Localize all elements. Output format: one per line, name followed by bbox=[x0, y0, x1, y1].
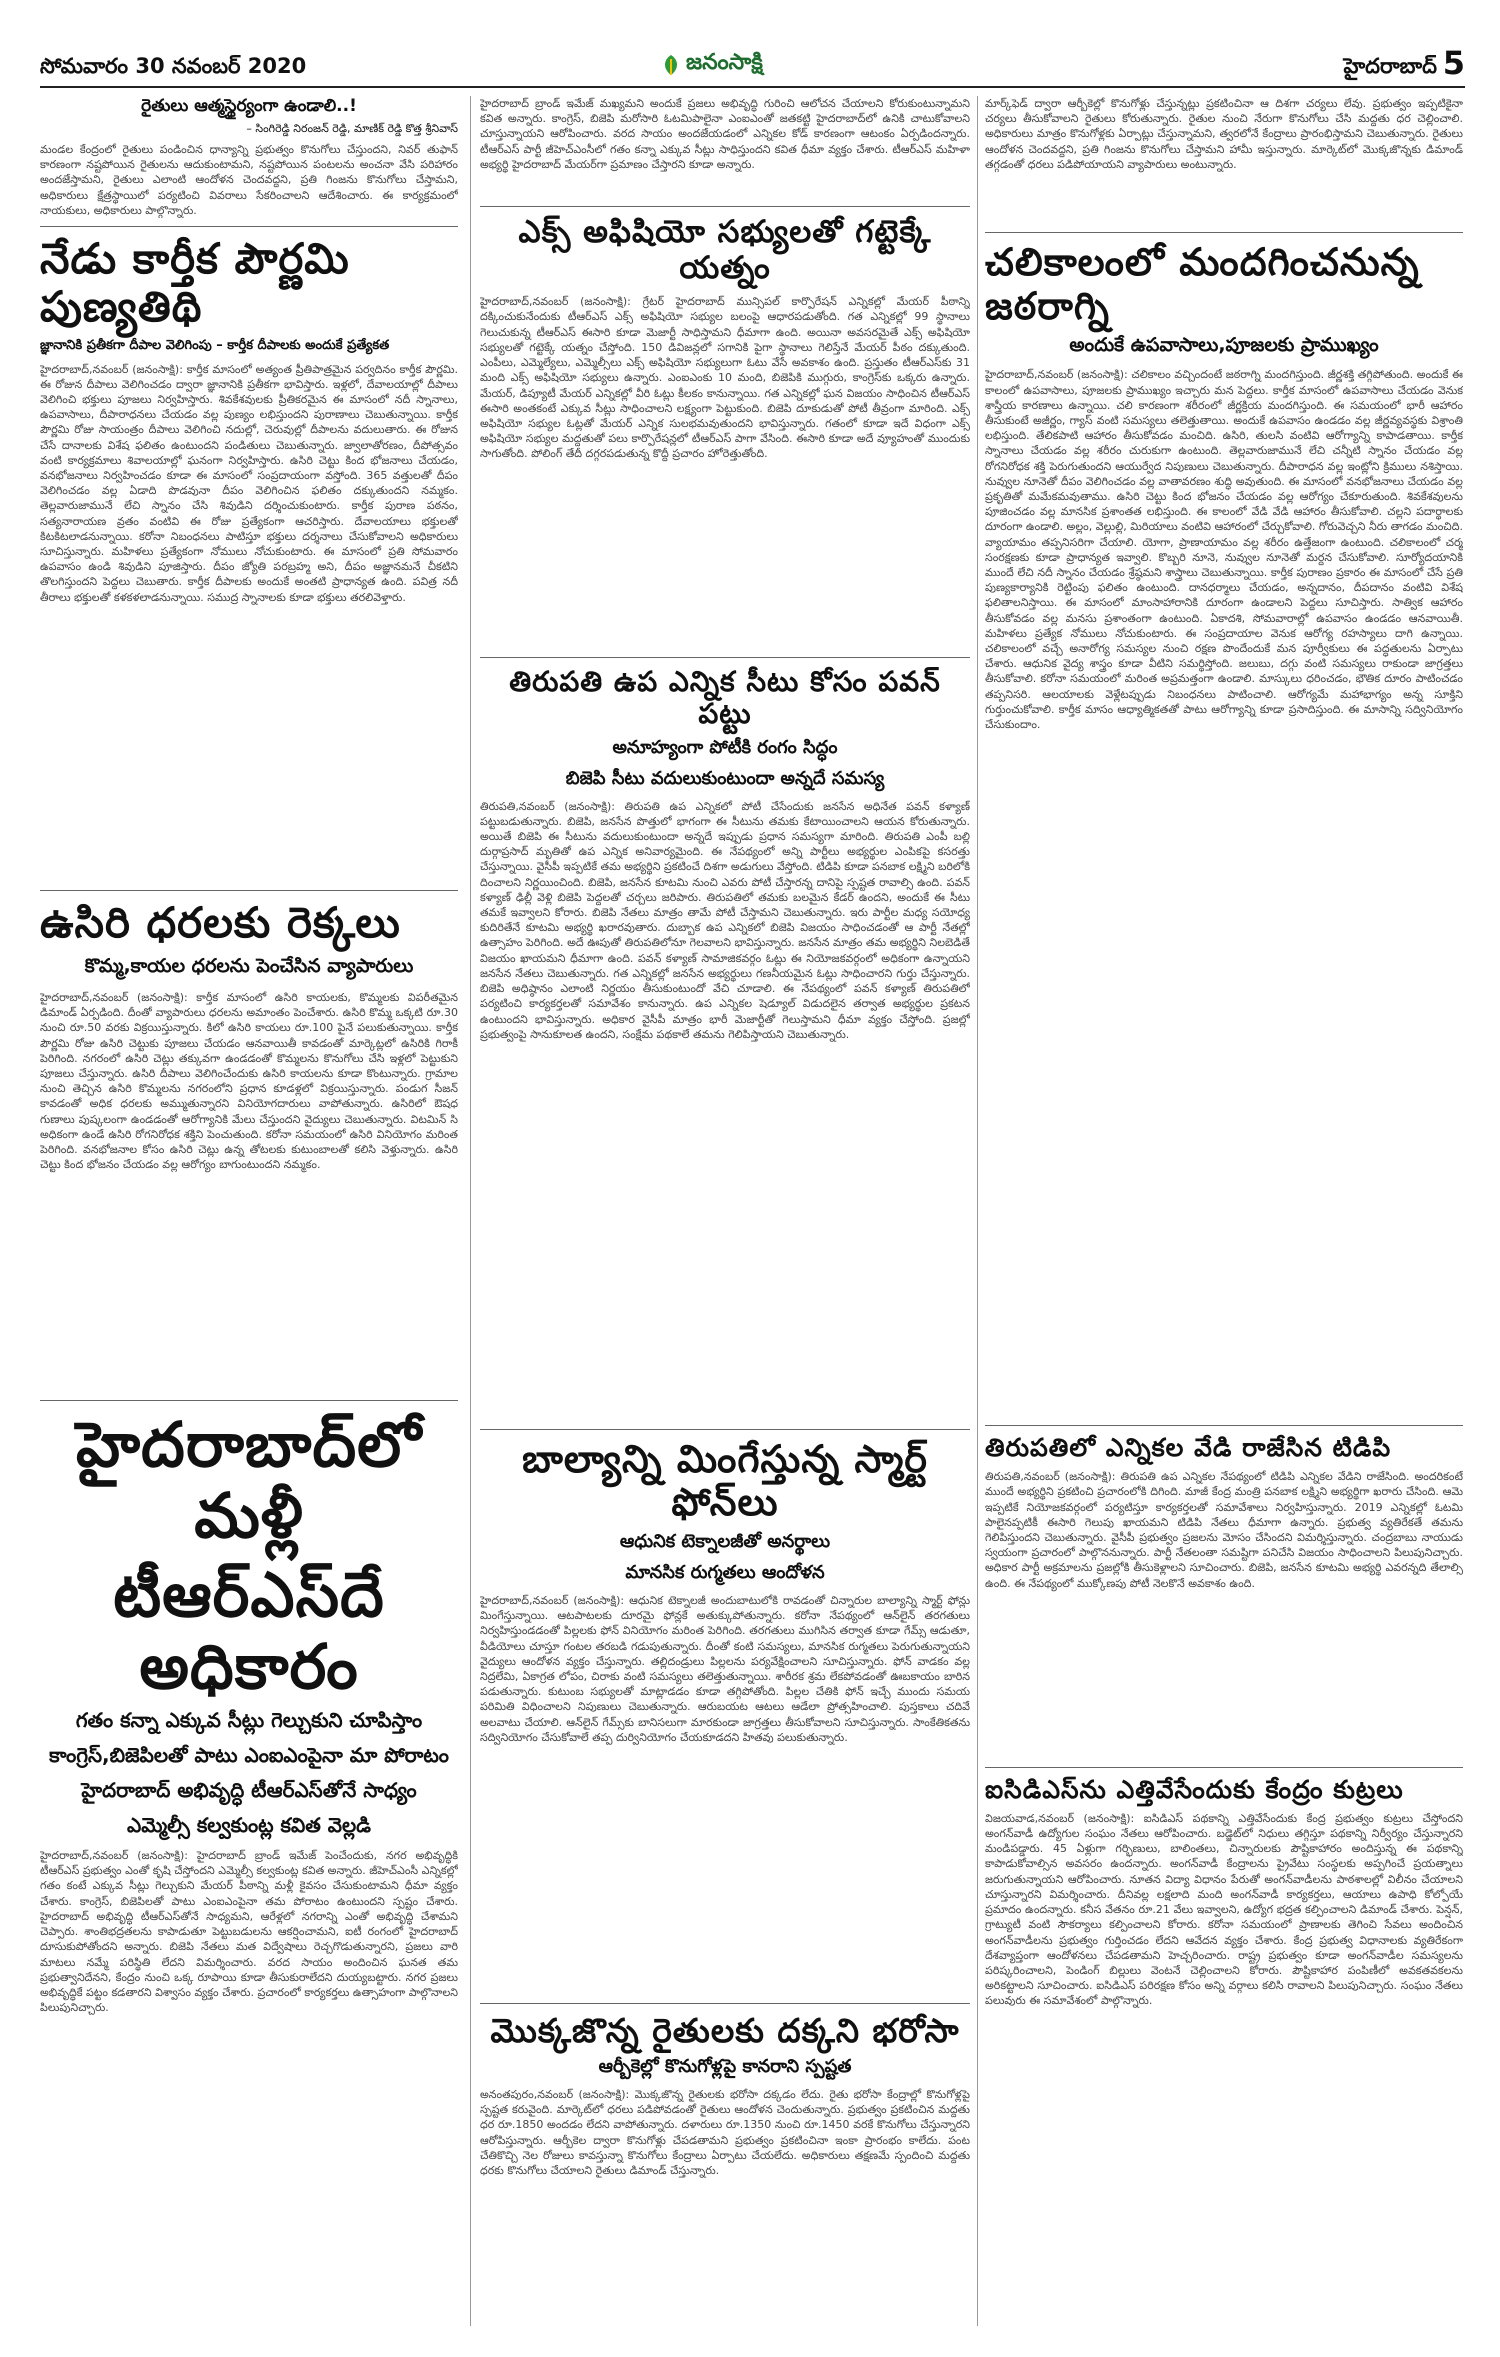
leaf-logo-icon bbox=[660, 54, 682, 76]
article-subheadline: హైదరాబాద్ అభివృద్ధి టీఆర్ఎస్‌తోనే సాధ్యం bbox=[81, 1778, 417, 1803]
divider bbox=[985, 1425, 1463, 1426]
article-body: హైదరాబాద్,నవంబర్ (జనంసాక్షి): కార్తీక మాసంలో అత్యంత ప్రీతిపాత్రమైన పర్వదినం కార్తీక పౌర్ణమి. ఈ రోజున దీపాలు వెలిగించడం ద్వారా జ్ఞానానికి ప్రతీకగా భావిస్తారు. ఇళ్లలో, దేవాలయాల్లో దీపాలు వెలిగించి భక్తులు పూజలు నిర్వహిస్తారు. శివకేశవులకు ప్రీతికరమైన ఈ మాసంలో నదీ స్నానాలు, ఉపవాసాలు, దీపారాధనలు చేయడం వల్ల పుణ్యం లభిస్తుందని పురాణాలు చెబుతున్నాయి. కార్తీక పౌర్ణమి రోజు సాయంత్రం దీపాలు వెలిగించి నదుల్లో, చెరువుల్లో దీపాలను వదులుతారు. ఈ రోజున చేసే దానాలకు విశేష ఫలితం ఉంటుందని పండితులు చెబుతున్నారు. జ్వాలాతోరణం, దీపోత్సవం వంటి కార్యక్రమాలు శివాలయాల్లో ఘనంగా నిర్వహిస్తారు. ఉసిరి చెట్టు కింద భోజనాలు చేయడం, వనభోజనాలు నిర్వహించడం కూడా ఈ మాసంలో సంప్రదాయంగా వస్తోంది. 365 వత్తులతో దీపం వెలిగించడం వల్ల ఏడాది పొడవునా దీపం వెలిగించిన ఫలితం దక్కుతుందని నమ్మకం. తెల్లవారుజామునే లేచి స్నానం చేసి శివుడిని దర్శించుకుంటారు. కార్తీక పురాణ పఠనం, సత్యనారాయణ వ్రతం వంటివి ఈ రోజు ప్రత్యేకంగా ఆచరిస్తారు. దేవాలయాలు భక్తులతో కిటకిటలాడనున్నాయి. కరోనా నిబంధనలు పాటిస్తూ భక్తులు దర్శనాలు చేసుకోవాలని అధికారులు సూచిస్తున్నారు. మహిళలు ప్రత్యేకంగా నోములు నోచుకుంటారు. ఈ మాసంలో ప్రతి సోమవారం ఉపవాసం ఉండి శివుడిని పూజిస్తారు. దీపం జ్యోతి పరబ్రహ్మ అని, దీపం అజ్ఞానమనే చీకటిని తొలగిస్తుందని పెద్దలు చెబుతారు. కార్తీక దీపాలకు అందుకే అంతటి ప్రాధాన్యత ఉంది. పవిత్ర నదీ తీరాలు భక్తులతో కళకళలాడనున్నాయి. సముద్ర స్నానాలకు కూడా భక్తులు తరలివెళ్తారు. bbox=[40, 362, 458, 604]
article-headline: బాల్యాన్ని మింగేస్తున్న స్మార్ట్ ఫోన్‌లు bbox=[522, 1436, 928, 1525]
article-body: విజయవాడ,నవంబర్ (జనంసాక్షి): ఐసిడిఎస్ పథకాన్ని ఎత్తివేసేందుకు కేంద్ర ప్రభుత్వం కుట్రలు చేస్తోందని అంగన్‌వాడీ ఉద్యోగుల సంఘం నేతలు ఆరోపించారు. బడ్జెట్‌లో నిధులు తగ్గిస్తూ పథకాన్ని నిర్వీర్యం చేస్తున్నారని మండిపడ్డారు. 45 ఏళ్లుగా గర్భిణులు, బాలింతలు, చిన్నారులకు పౌష్టికాహారం అందిస్తున్న ఈ పథకాన్ని కాపాడుకోవాల్సిన అవసరం ఉందన్నారు. అంగన్‌వాడీ కేంద్రాలను ప్రైవేటు సంస్థలకు అప్పగించే ప్రయత్నాలు జరుగుతున్నాయని ఆరోపించారు. నూతన విద్యా విధానం పేరుతో అంగన్‌వాడీలను పాఠశాలల్లో విలీనం చేయాలని చూస్తున్నారని విమర్శించారు. దీనివల్ల లక్షలాది మంది అంగన్‌వాడీ కార్యకర్తలు, ఆయాలు ఉపాధి కోల్పోయే ప్రమాదం ఉందన్నారు. కనీస వేతనం రూ.21 వేలు ఇవ్వాలని, ఉద్యోగ భద్రత కల్పించాలని డిమాండ్ చేశారు. పెన్షన్, గ్రాట్యుటీ వంటి సౌకర్యాలు కల్పించాలని కోరారు. కరోనా సమయంలో ప్రాణాలకు తెగించి సేవలు అందించిన అంగన్‌వాడీలను ప్రభుత్వం గుర్తించడం లేదని ఆవేదన వ్యక్తం చేశారు. కేంద్ర ప్రభుత్వ విధానాలకు వ్యతిరేకంగా దేశవ్యాప్తంగా ఆందోళనలు చేపడతామని హెచ్చరించారు. రాష్ట్ర ప్రభుత్వం కూడా అంగన్‌వాడీల సమస్యలను పరిష్కరించాలని, పెండింగ్ బిల్లులు వెంటనే చెల్లించాలని కోరారు. పౌష్టికాహార పంపిణీలో అవకతవకలను అరికట్టాలని సూచించారు. ఐసిడిఎస్ పరిరక్షణ కోసం అన్ని వర్గాలు కలిసి రావాలని పిలుపునిచ్చారు. సంఘం నేతలు పలువురు ఈ సమావేశంలో పాల్గొన్నారు. bbox=[985, 1811, 1463, 2008]
article-farmers bbox=[40, 96, 458, 218]
article-trs bbox=[40, 1409, 458, 2243]
article-subheadline: కొమ్మ,కాయల ధరలను పెంచేసిన వ్యాపారులు bbox=[84, 954, 414, 977]
article-byline: ఎమ్మెల్సీ కల్వకుంట్ల కవిత వెల్లడి bbox=[127, 1813, 371, 1838]
article-amla bbox=[40, 899, 458, 1392]
article-karthika bbox=[40, 235, 458, 882]
article-headline: తిరుపతిలో ఎన్నికల వేడి రాజేసిన టిడిపి bbox=[985, 1433, 1392, 1463]
article-subheadline: గతం కన్నా ఎక్కువ సీట్లు గెల్చుకుని చూపిస్తాం bbox=[75, 1708, 423, 1733]
masthead bbox=[40, 44, 1465, 88]
article-headline: నేడు కార్తీక పౌర్ణమి పుణ్యతిథి bbox=[40, 234, 350, 332]
divider bbox=[40, 890, 458, 891]
article-headline: ఉసిరి ధరలకు రెక్కలు bbox=[40, 897, 401, 947]
article-winter bbox=[985, 241, 1463, 1417]
article-headline: హైదరాబాద్‌లో మళ్లీ bbox=[76, 1407, 422, 1553]
divider bbox=[480, 657, 970, 658]
article-subheadline: జ్ఞానానికి ప్రతీకగా దీపాల వెలిగింపు – కార్తీక దీపాలకు అందుకే ప్రత్యేకత bbox=[40, 337, 390, 353]
column-right bbox=[985, 96, 1463, 2281]
divider bbox=[480, 1429, 970, 1430]
column-divider bbox=[977, 96, 978, 2326]
article-body: తిరుపతి,నవంబర్ (జనంసాక్షి): తిరుపతి ఉప ఎన్నికల నేపథ్యంలో టిడిపి ఎన్నికల వేడిని రాజేసింది. అందరికంటే ముందే అభ్యర్థిని ప్రకటించి ప్రచారంలోకి దిగింది. మాజీ కేంద్ర మంత్రి పనబాక లక్ష్మిని అభ్యర్థిగా ఖరారు చేసింది. ఆమె ఇప్పటికే నియోజకవర్గంలో పర్యటిస్తూ కార్యకర్తలతో సమావేశాలు నిర్వహిస్తున్నారు. 2019 ఎన్నికల్లో ఓటమి పాలైనప్పటికీ ఈసారి గెలుపు ఖాయమని టిడిపి నేతలు ధీమాగా ఉన్నారు. ప్రభుత్వ వ్యతిరేకతే తమను గెలిపిస్తుందని చెబుతున్నారు. వైసీపీ ప్రభుత్వం ప్రజలను మోసం చేసిందని విమర్శిస్తున్నారు. చంద్రబాబు నాయుడు స్వయంగా ప్రచారంలో పాల్గొననున్నారు. పార్టీ నేతలంతా సమష్టిగా పనిచేసి విజయం సాధించాలని పిలుపునిచ్చారు. అధికార పార్టీ అక్రమాలను ప్రజల్లోకి తీసుకెళ్లాలని సూచించారు. బిజెపి, జనసేన కూటమి అభ్యర్థి ఎవరన్నది తేలాల్సి ఉంది. ఈ నేపథ్యంలో ముక్కోణపు పోటీ నెలకొనే అవకాశం ఉంది. bbox=[985, 1470, 1463, 1590]
issue-date: సోమవారం 30 నవంబర్ 2020 bbox=[40, 54, 307, 78]
article-phones bbox=[480, 1438, 970, 1995]
article-headline: తిరుపతి ఉప ఎన్నిక సీటు కోసం పవన్ పట్టు bbox=[509, 665, 941, 731]
article-subheadline: ఆర్బీకెల్లో కొనుగోళ్లపై కానరాని స్పష్టత bbox=[598, 2055, 852, 2077]
page-number: 5 bbox=[1442, 44, 1465, 82]
article-body: తిరుపతి,నవంబర్ (జనంసాక్షి): తిరుపతి ఉప ఎన్నికలో పోటీ చేసేందుకు జనసేన అధినేత పవన్ కళ్యాణ్ పట్టుబడుతున్నారు. బిజెపి, జనసేన పొత్తులో భాగంగా ఈ సీటును తమకు కేటాయించాలని ఆయన కోరుతున్నారు. అయితే బిజెపి ఈ సీటును వదులుకుంటుందా అన్నదే ఇప్పుడు ప్రధాన సమస్యగా మారింది. తిరుపతి ఎంపీ బల్లి దుర్గాప్రసాద్ మృతితో ఉప ఎన్నిక అనివార్యమైంది. ఈ నేపథ్యంలో అన్ని పార్టీలు అభ్యర్థుల ఎంపికపై కసరత్తు చేస్తున్నాయి. వైసీపీ ఇప్పటికే తమ అభ్యర్థిని ప్రకటించే దిశగా అడుగులు వేస్తోంది. టిడిపి కూడా పనబాక లక్ష్మిని బరిలోకి దించాలని నిర్ణయించింది. బిజెపి, జనసేన కూటమి నుంచి ఎవరు పోటీ చేస్తారన్న దానిపై స్పష్టత రావాల్సి ఉంది. పవన్ కళ్యాణ్ ఢిల్లీ వెళ్లి బిజెపి పెద్దలతో చర్చలు జరిపారు. తిరుపతిలో తమకు బలమైన కేడర్ ఉందని, అందుకే ఈ సీటు తమకే ఇవ్వాలని కోరారు. బిజెపి నేతలు మాత్రం తామే పోటీ చేస్తామని చెబుతున్నారు. ఇరు పార్టీల మధ్య సయోధ్య కుదిరితేనే కూటమి అభ్యర్థి ఖరారవుతారు. దుబ్బాక ఉప ఎన్నికలో బిజెపి విజయం సాధించడంతో ఆ పార్టీ నేతల్లో ఉత్సాహం పెరిగింది. అదే ఊపుతో తిరుపతిలోనూ గెలవాలని భావిస్తున్నారు. జనసేన మాత్రం తమ అభ్యర్థిని నిలబెడితే విజయం ఖాయమని ధీమాగా ఉంది. పవన్ కళ్యాణ్ సామాజికవర్గం ఓట్లు ఈ నియోజకవర్గంలో అధికంగా ఉన్నాయని జనసేన నేతలు చెబుతున్నారు. గత ఎన్నికల్లో జనసేన అభ్యర్థులు గణనీయమైన ఓట్లు సాధించారని గుర్తు చేస్తున్నారు. బిజెపి అధిష్ఠానం ఎలాంటి నిర్ణయం తీసుకుంటుందో వేచి చూడాలి. ఈ నేపథ్యంలో పవన్ కళ్యాణ్ తిరుపతిలో పర్యటించి కార్యకర్తలతో సమావేశం కానున్నారు. ఉప ఎన్నికల షెడ్యూల్ విడుదలైన తర్వాత అభ్యర్థుల ప్రకటన ఉంటుందని భావిస్తున్నారు. అధికార వైసీపీ మాత్రం భారీ మెజార్టీతో గెలుస్తామని ధీమా వ్యక్తం చేస్తోంది. ప్రజల్లో ప్రభుత్వంపై సానుకూలత ఉందని, సంక్షేమ పథకాలే తమను గెలిపిస్తాయని చెబుతున్నారు. bbox=[480, 799, 970, 1041]
article-exofficio bbox=[480, 215, 970, 649]
paper-name: జనంసాక్షి bbox=[686, 50, 763, 75]
article-byline: – సింగిరెడ్డి నిరంజన్ రెడ్డి, మాణిక్ రెడ్డి కొత్త శ్రీనివాస్ bbox=[246, 122, 458, 135]
divider bbox=[480, 206, 970, 207]
article-body: హైదరాబాద్,నవంబర్ (జనంసాక్షి): ఆధునిక టెక్నాలజీ అందుబాటులోకి రావడంతో చిన్నారుల బాల్యాన్ని స్మార్ట్ ఫోన్లు మింగేస్తున్నాయి. ఆటపాటలకు దూరమై ఫోన్లకే అతుక్కుపోతున్నారు. కరోనా నేపథ్యంలో ఆన్‌లైన్ తరగతులు నిర్వహిస్తుండడంతో పిల్లలకు ఫోన్ వినియోగం మరింత పెరిగింది. తరగతులు ముగిసిన తర్వాత కూడా గేమ్స్ ఆడుతూ, వీడియోలు చూస్తూ గంటల తరబడి గడుపుతున్నారు. దీంతో కంటి సమస్యలు, మానసిక రుగ్మతలు పెరుగుతున్నాయని వైద్యులు ఆందోళన వ్యక్తం చేస్తున్నారు. తల్లిదండ్రులు పిల్లలను పర్యవేక్షించాలని సూచిస్తున్నారు. ఫోన్ వాడకం వల్ల నిద్రలేమి, ఏకాగ్రత లోపం, చిరాకు వంటి సమస్యలు తలెత్తుతున్నాయి. శారీరక శ్రమ లేకపోవడంతో ఊబకాయం బారిన పడుతున్నారు. కుటుంబ సభ్యులతో మాట్లాడడం కూడా తగ్గిపోతోంది. పిల్లల చేతికి ఫోన్ ఇచ్చే ముందు సమయ పరిమితి విధించాలని నిపుణులు చెబుతున్నారు. ఆరుబయట ఆటలు ఆడేలా ప్రోత్సహించాలి. పుస్తకాలు చదివే అలవాటు చేయాలి. ఆన్‌లైన్ గేమ్స్‌కు బానిసలుగా మారకుండా జాగ్రత్తలు తీసుకోవాలని సూచిస్తున్నారు. సాంకేతికతను సద్వినియోగం చేసుకోవాలే తప్ప దుర్వినియోగం చేయకూడదని హితవు పలుకుతున్నారు. bbox=[480, 1594, 970, 1744]
article-body: హైదరాబాద్,నవంబర్ (జనంసాక్షి): చలికాలం వచ్చిందంటే జఠరాగ్ని మందగిస్తుంది. జీర్ణశక్తి తగ్గిపోతుంది. అందుకే ఈ కాలంలో ఉపవాసాలు, పూజలకు ప్రాముఖ్యం ఇచ్చారు మన పెద్దలు. కార్తీక మాసంలో ఉపవాసాలు చేయడం వెనుక శాస్త్రీయ కారణాలు ఉన్నాయి. చలి కారణంగా శరీరంలో జీర్ణక్రియ మందగిస్తుంది. ఈ సమయంలో భారీ ఆహారం తీసుకుంటే అజీర్ణం, గ్యాస్ వంటి సమస్యలు తలెత్తుతాయి. అందుకే ఉపవాసం ఉండడం వల్ల జీర్ణవ్యవస్థకు విశ్రాంతి లభిస్తుంది. తేలికపాటి ఆహారం తీసుకోవడం మంచిది. ఉసిరి, తులసి వంటివి ఆరోగ్యాన్ని కాపాడతాయి. కార్తీక స్నానాలు చేయడం వల్ల శరీరం చురుకుగా ఉంటుంది. తెల్లవారుజామునే లేచి చన్నీటి స్నానం చేయడం వల్ల రోగనిరోధక శక్తి పెరుగుతుందని ఆయుర్వేద నిపుణులు చెబుతున్నారు. దీపారాధన వల్ల ఇంట్లోని క్రిములు నశిస్తాయి. నువ్వుల నూనెతో దీపం వెలిగించడం వల్ల వాతావరణం శుద్ధి అవుతుంది. ఈ మాసంలో వనభోజనాలు చేయడం వల్ల ప్రకృతితో మమేకమవుతాము. ఉసిరి చెట్టు కింద భోజనం చేయడం వల్ల ఆరోగ్యం చేకూరుతుంది. శివకేశవులను పూజించడం వల్ల మానసిక ప్రశాంతత లభిస్తుంది. ఈ కాలంలో వేడి వేడి ఆహారం తీసుకోవాలి. చల్లని పదార్థాలకు దూరంగా ఉండాలి. అల్లం, వెల్లుల్లి, మిరియాలు వంటివి ఆహారంలో చేర్చుకోవాలి. గోరువెచ్చని నీరు తాగడం మంచిది. వ్యాయామం తప్పనిసరిగా చేయాలి. యోగా, ప్రాణాయామం వల్ల శరీరం ఉత్తేజంగా ఉంటుంది. చలికాలంలో చర్మ సంరక్షణకు కూడా ప్రాధాన్యత ఇవ్వాలి. కొబ్బరి నూనె, నువ్వుల నూనెతో మర్దన చేసుకోవాలి. సూర్యోదయానికి ముందే లేచి నదీ స్నానం చేయడం శ్రేష్ఠమని శాస్త్రాలు చెబుతున్నాయి. కార్తీక పురాణం ప్రకారం ఈ మాసంలో చేసే ప్రతి పుణ్యకార్యానికి రెట్టింపు ఫలితం ఉంటుంది. దానధర్మాలు చేయడం, అన్నదానం, దీపదానం వంటివి విశేష ఫలితాలనిస్తాయి. ఈ మాసంలో మాంసాహారానికి దూరంగా ఉండాలని పెద్దలు సూచిస్తారు. సాత్విక ఆహారం తీసుకోవడం వల్ల మనసు ప్రశాంతంగా ఉంటుంది. ఏకాదశి, సోమవారాల్లో ఉపవాసం ఉండడం ఆనవాయితీ. మహిళలు ప్రత్యేక నోములు నోచుకుంటారు. ఈ సంప్రదాయాల వెనుక ఆరోగ్య రహస్యాలు దాగి ఉన్నాయి. చలికాలంలో వచ్చే అనారోగ్య సమస్యల నుంచి రక్షణ పొందేందుకే మన పూర్వీకులు ఈ పద్ధతులను ఏర్పాటు చేశారు. ఆధునిక వైద్య శాస్త్రం కూడా వీటిని సమర్థిస్తోంది. జలుబు, దగ్గు వంటి సమస్యలు రాకుండా జాగ్రత్తలు తీసుకోవాలి. కరోనా సమయంలో మరింత అప్రమత్తంగా ఉండాలి. మాస్కులు ధరించడం, భౌతిక దూరం పాటించడం తప్పనిసరి. ఆలయాలకు వెళ్లేటప్పుడు నిబంధనలు పాటించాలి. ఆరోగ్యమే మహాభాగ్యం అన్న సూక్తిని గుర్తుంచుకోవాలి. కార్తీక మాసం ఆధ్యాత్మికతతో పాటు ఆరోగ్యాన్ని కూడా ప్రసాదిస్తుంది. ఈ మాసాన్ని సద్వినియోగం చేసుకుందాం. bbox=[985, 368, 1463, 732]
article-body: హైదరాబాద్ బ్రాండ్ ఇమేజ్ మఖ్యమని అందుకే ప్రజలు అభివృద్ధి గురించి ఆలోచన చేయాలని కోరుకుంటున్నామని కవిత అన్నారు. కాంగ్రెస్, బిజెపి మరోసారి ఓటమిపాలైనా ఎంఐఎంతో జతకట్టి హైదరాబాద్‌లో ఉనికి చాటుకోవాలని చూస్తున్నాయని ఆరోపించారు. వరద సాయం అందజేయడంలో ఎన్నికల కోడ్ కారణంగా ఆటంకం ఏర్పడిందన్నారు. టీఆర్ఎస్ పార్టీ జీహెచ్ఎంసీలో గతం కన్నా ఎక్కువ సీట్లు సాధిస్తుందని కవిత ధీమా వ్యక్తం చేశారు. టీఆర్ఎస్ మహిళా అభ్యర్థి హైదరాబాద్ మేయర్‌గా ప్రమాణం చేస్తారని కూడా అన్నారు. bbox=[480, 97, 970, 171]
paper-logo bbox=[660, 50, 763, 80]
article-body: అనంతపురం,నవంబర్ (జనంసాక్షి): మొక్కజొన్న రైతులకు భరోసా దక్కడం లేదు. రైతు భరోసా కేంద్రాల్లో కొనుగోళ్లపై స్పష్టత కరువైంది. మార్కెట్‌లో ధరలు పడిపోవడంతో రైతులు ఆందోళన చెందుతున్నారు. ప్రభుత్వం ప్రకటించిన మద్దతు ధర రూ.1850 అందడం లేదని వాపోతున్నారు. దళారులు రూ.1350 నుంచి రూ.1450 వరకే కొనుగోలు చేస్తున్నారని ఆరోపిస్తున్నారు. ఆర్బీకెల ద్వారా కొనుగోళ్లు చేపడతామని ప్రభుత్వం ప్రకటించినా ఇంకా ప్రారంభం కాలేదు. పంట చేతికొచ్చి నెల రోజులు కావస్తున్నా కొనుగోలు కేంద్రాలు ఏర్పాటు చేయలేదు. అధికారులు తక్షణమే స్పందించి మద్దతు ధరకు కొనుగోలు చేయాలని రైతులు డిమాండ్ చేస్తున్నారు. bbox=[480, 2087, 970, 2177]
article-body: హైదరాబాద్,నవంబర్ (జనంసాక్షి): హైదరాబాద్ బ్రాండ్ ఇమేజ్ పెంచేందుకు, నగర అభివృద్ధికి టీఆర్ఎస్ ప్రభుత్వం ఎంతో కృషి చేస్తోందని ఎమ్మెల్సీ కల్వకుంట్ల కవిత అన్నారు. జీహెచ్ఎంసీ ఎన్నికల్లో గతం కంటే ఎక్కువ సీట్లు గెల్చుకుని మేయర్ పీఠాన్ని మళ్లీ కైవసం చేసుకుంటామని ధీమా వ్యక్తం చేశారు. కాంగ్రెస్, బిజెపిలతో పాటు ఎంఐఎంపైనా తమ పోరాటం ఉంటుందని స్పష్టం చేశారు. హైదరాబాద్ అభివృద్ధి టీఆర్ఎస్‌తోనే సాధ్యమని, ఆరేళ్లలో నగరాన్ని ఎంతో అభివృద్ధి చేశామని చెప్పారు. శాంతిభద్రతలను కాపాడుతూ పెట్టుబడులను ఆకర్షించామని, ఐటీ రంగంలో హైదరాబాద్ దూసుకుపోతోందని అన్నారు. బిజెపి నేతలు మత విద్వేషాలు రెచ్చగొడుతున్నారని, ప్రజలు వారి మాటలు నమ్మే పరిస్థితి లేదని విమర్శించారు. వరద సాయం అందించిన ఘనత తమ ప్రభుత్వానిదేనని, కేంద్రం నుంచి ఒక్క రూపాయి కూడా తీసుకురాలేదని దుయ్యబట్టారు. నగర ప్రజలు అభివృద్ధికే పట్టం కడతారని విశ్వాసం వ్యక్తం చేశారు. ప్రచారంలో కార్యకర్తలు ఉత్సాహంగా పాల్గొనాలని పిలుపునిచ్చారు. bbox=[40, 1849, 458, 2015]
edition-city: హైదరాబాద్ bbox=[1343, 54, 1437, 78]
article-tirupati bbox=[480, 666, 970, 1420]
article-subheadline: బిజెపి సీటు వదులుకుంటుందా అన్నదే సమస్య bbox=[565, 767, 885, 789]
column-center bbox=[480, 96, 970, 2282]
article-kicker: రైతులు ఆత్మస్థైర్యంగా ఉండాలి..! bbox=[141, 96, 357, 116]
article-subheadline: అనూహ్యంగా పోటీకి రంగం సిద్ధం bbox=[612, 736, 838, 758]
article-tdp bbox=[985, 1434, 1463, 1759]
article-body: మండల కేంద్రంలో రైతులు పండించిన ధాన్యాన్ని ప్రభుత్వం కొనుగోలు చేస్తుందని, నివర్ తుఫాన్ కారణంగా నష్టపోయిన రైతులను ఆదుకుంటామని, నష్టపోయిన పంటలను అంచనా వేసి పరిహారం అందజేస్తామని, రైతులు ఎలాంటి ఆందోళన చెందవద్దని, ప్రతి గింజను కొనుగోలు చేస్తామని, అధికారులు క్షేత్రస్థాయిలో పర్యటించి వివరాలు సేకరించాలని ఆదేశించారు. ఈ కార్యక్రమంలో నాయకులు, అధికారులు పాల్గొన్నారు. bbox=[40, 143, 458, 217]
column-divider bbox=[470, 96, 471, 2326]
article-headline: టీఆర్ఎస్‌దే అధికారం bbox=[113, 1558, 385, 1703]
article-headline: ఐసిడిఎస్‌ను ఎత్తివేసేందుకు కేంద్రం కుట్రలు bbox=[985, 1775, 1404, 1805]
article-icds bbox=[985, 1776, 1463, 2281]
article-headline: చలికాలంలో మందగించనున్న జఠరాగ్ని bbox=[985, 240, 1420, 328]
divider bbox=[40, 1400, 458, 1401]
divider bbox=[985, 1767, 1463, 1768]
article-body: మార్క్‌ఫెడ్ ద్వారా ఆర్బీకెల్లో కొనుగోళ్లు చేస్తున్నట్లు ప్రకటించినా ఆ దిశగా చర్యలు లేవు. ప్రభుత్వం ఇప్పటికైనా చర్యలు తీసుకోవాలని రైతులు కోరుతున్నారు. రైతుల నుంచి నేరుగా కొనుగోలు చేసి మద్దతు ధర చెల్లించాలి. అధికారులు మాత్రం కొనుగోళ్లకు ఏర్పాట్లు చేస్తున్నామని, త్వరలోనే కేంద్రాలు ప్రారంభిస్తామని చెబుతున్నారు. రైతులు ఆందోళన చెందవద్దని, ప్రతి గింజను కొనుగోలు చేస్తామని హామీ ఇస్తున్నారు. మార్కెట్‌లో మొక్కజొన్నకు డిమాండ్ తగ్గడంతో ధరలు పడిపోయాయని వ్యాపారులు అంటున్నారు. bbox=[985, 97, 1463, 171]
divider bbox=[480, 2003, 970, 2004]
article-maize bbox=[480, 2012, 970, 2282]
column-left bbox=[40, 96, 458, 2243]
article-subheadline: కాంగ్రెస్,బిజెపిలతో పాటు ఎంఐఎంపైనా మా పోరాటం bbox=[49, 1743, 449, 1768]
article-subheadline: అందుకే ఉపవాసాలు,పూజలకు ప్రాముఖ్యం bbox=[1069, 334, 1379, 357]
article-body: హైదరాబాద్,నవంబర్ (జనంసాక్షి): గ్రేటర్ హైదరాబాద్ మున్సిపల్ కార్పొరేషన్ ఎన్నికల్లో మేయర్ పీఠాన్ని దక్కించుకునేందుకు టీఆర్ఎస్ ఎక్స్ అఫిషియో సభ్యుల బలంపై ఆధారపడుతోంది. గత ఎన్నికల్లో 99 స్థానాలు గెలుచుకున్న టీఆర్ఎస్ ఈసారి కూడా మెజార్టీ సాధిస్తామని ధీమాగా ఉంది. అయినా అవసరమైతే ఎక్స్ అఫిషియో సభ్యులతో గట్టెక్కే యత్నం చేస్తోంది. 150 డివిజన్లలో సగానికి పైగా స్థానాలు గెలిస్తేనే మేయర్ పీఠం దక్కుతుంది. ఎంపీలు, ఎమ్మెల్యేలు, ఎమ్మెల్సీలు ఎక్స్ అఫిషియో సభ్యులుగా ఓటు వేసే అవకాశం ఉంది. ప్రస్తుతం టీఆర్ఎస్‌కు 31 మంది ఎక్స్ అఫిషియో సభ్యులు ఉన్నారు. ఎంఐఎంకు 10 మంది, బిజెపికి ముగ్గురు, కాంగ్రెస్‌కు ఒక్కరు ఉన్నారు. మేయర్, డిప్యూటీ మేయర్ ఎన్నికల్లో వీరి ఓట్లు కీలకం కానున్నాయి. గత ఎన్నికల్లో ఘన విజయం సాధించిన టీఆర్ఎస్ ఈసారి అంతకంటే ఎక్కువ సీట్లు సాధించాలని లక్ష్యంగా పెట్టుకుంది. బిజెపి దూకుడుతో పోటీ తీవ్రంగా మారింది. ఎక్స్ అఫిషియో సభ్యుల ఓట్లతో మేయర్ ఎన్నిక సులభమవుతుందని భావిస్తున్నారు. గతంలో కూడా ఇదే విధంగా ఎక్స్ అఫిషియో సభ్యుల మద్దతుతో పలు కార్పొరేషన్లలో టీఆర్ఎస్ పాగా వేసింది. ఈసారి కూడా అదే వ్యూహంతో ముందుకు సాగుతోంది. పోలింగ్ తేదీ దగ్గరపడుతున్న కొద్దీ ప్రచారం హోరెత్తుతోంది. bbox=[480, 295, 970, 461]
article-subheadline: మానసిక రుగ్మతలు ఆందోళన bbox=[625, 1562, 825, 1584]
article-body: హైదరాబాద్,నవంబర్ (జనంసాక్షి): కార్తీక మాసంలో ఉసిరి కాయలకు, కొమ్మలకు విపరీతమైన డిమాండ్ ఏర్పడింది. దీంతో వ్యాపారులు ధరలను అమాంతం పెంచేశారు. ఉసిరి కొమ్మ ఒక్కటి రూ.30 నుంచి రూ.50 వరకు విక్రయిస్తున్నారు. కిలో ఉసిరి కాయలు రూ.100 పైనే పలుకుతున్నాయి. కార్తీక పౌర్ణమి రోజు ఉసిరి చెట్టుకు పూజలు చేయడం ఆనవాయితీ కావడంతో మార్కెట్లలో ఉసిరికి గిరాకీ పెరిగింది. నగరంలో ఉసిరి చెట్లు తక్కువగా ఉండడంతో కొమ్మలను కొనుగోలు చేసి ఇళ్లలో పెట్టుకుని పూజలు చేస్తున్నారు. ఉసిరి దీపాలు వెలిగించేందుకు ఉసిరి కాయలను కూడా కొంటున్నారు. గ్రామాల నుంచి తెచ్చిన ఉసిరి కొమ్మలను నగరంలోని ప్రధాన కూడళ్లలో విక్రయిస్తున్నారు. పండుగ సీజన్ కావడంతో అధిక ధరలకు అమ్ముతున్నారని వినియోగదారులు వాపోతున్నారు. ఉసిరిలో ఔషధ గుణాలు పుష్కలంగా ఉండడంతో ఆరోగ్యానికి మేలు చేస్తుందని వైద్యులు చెబుతున్నారు. విటమిన్ సి అధికంగా ఉండే ఉసిరి రోగనిరోధక శక్తిని పెంచుతుంది. కరోనా సమయంలో ఉసిరి వినియోగం మరింత పెరిగింది. వనభోజనాల కోసం ఉసిరి చెట్లు ఉన్న తోటలకు కుటుంబాలతో కలిసి వెళ్తున్నారు. ఉసిరి చెట్టు కింద భోజనం చేయడం వల్ల ఆరోగ్యం బాగుంటుందని నమ్మకం. bbox=[40, 990, 458, 1172]
article-headline: మొక్కజొన్న రైతులకు దక్కని భరోసా bbox=[490, 2011, 960, 2051]
divider bbox=[40, 226, 458, 227]
divider bbox=[985, 232, 1463, 233]
article-subheadline: ఆధునిక టెక్నాలజీతో అనర్థాలు bbox=[619, 1531, 831, 1553]
article-headline: ఎక్స్ అఫిషియో సభ్యులతో గట్టెక్కే యత్నం bbox=[518, 214, 932, 286]
